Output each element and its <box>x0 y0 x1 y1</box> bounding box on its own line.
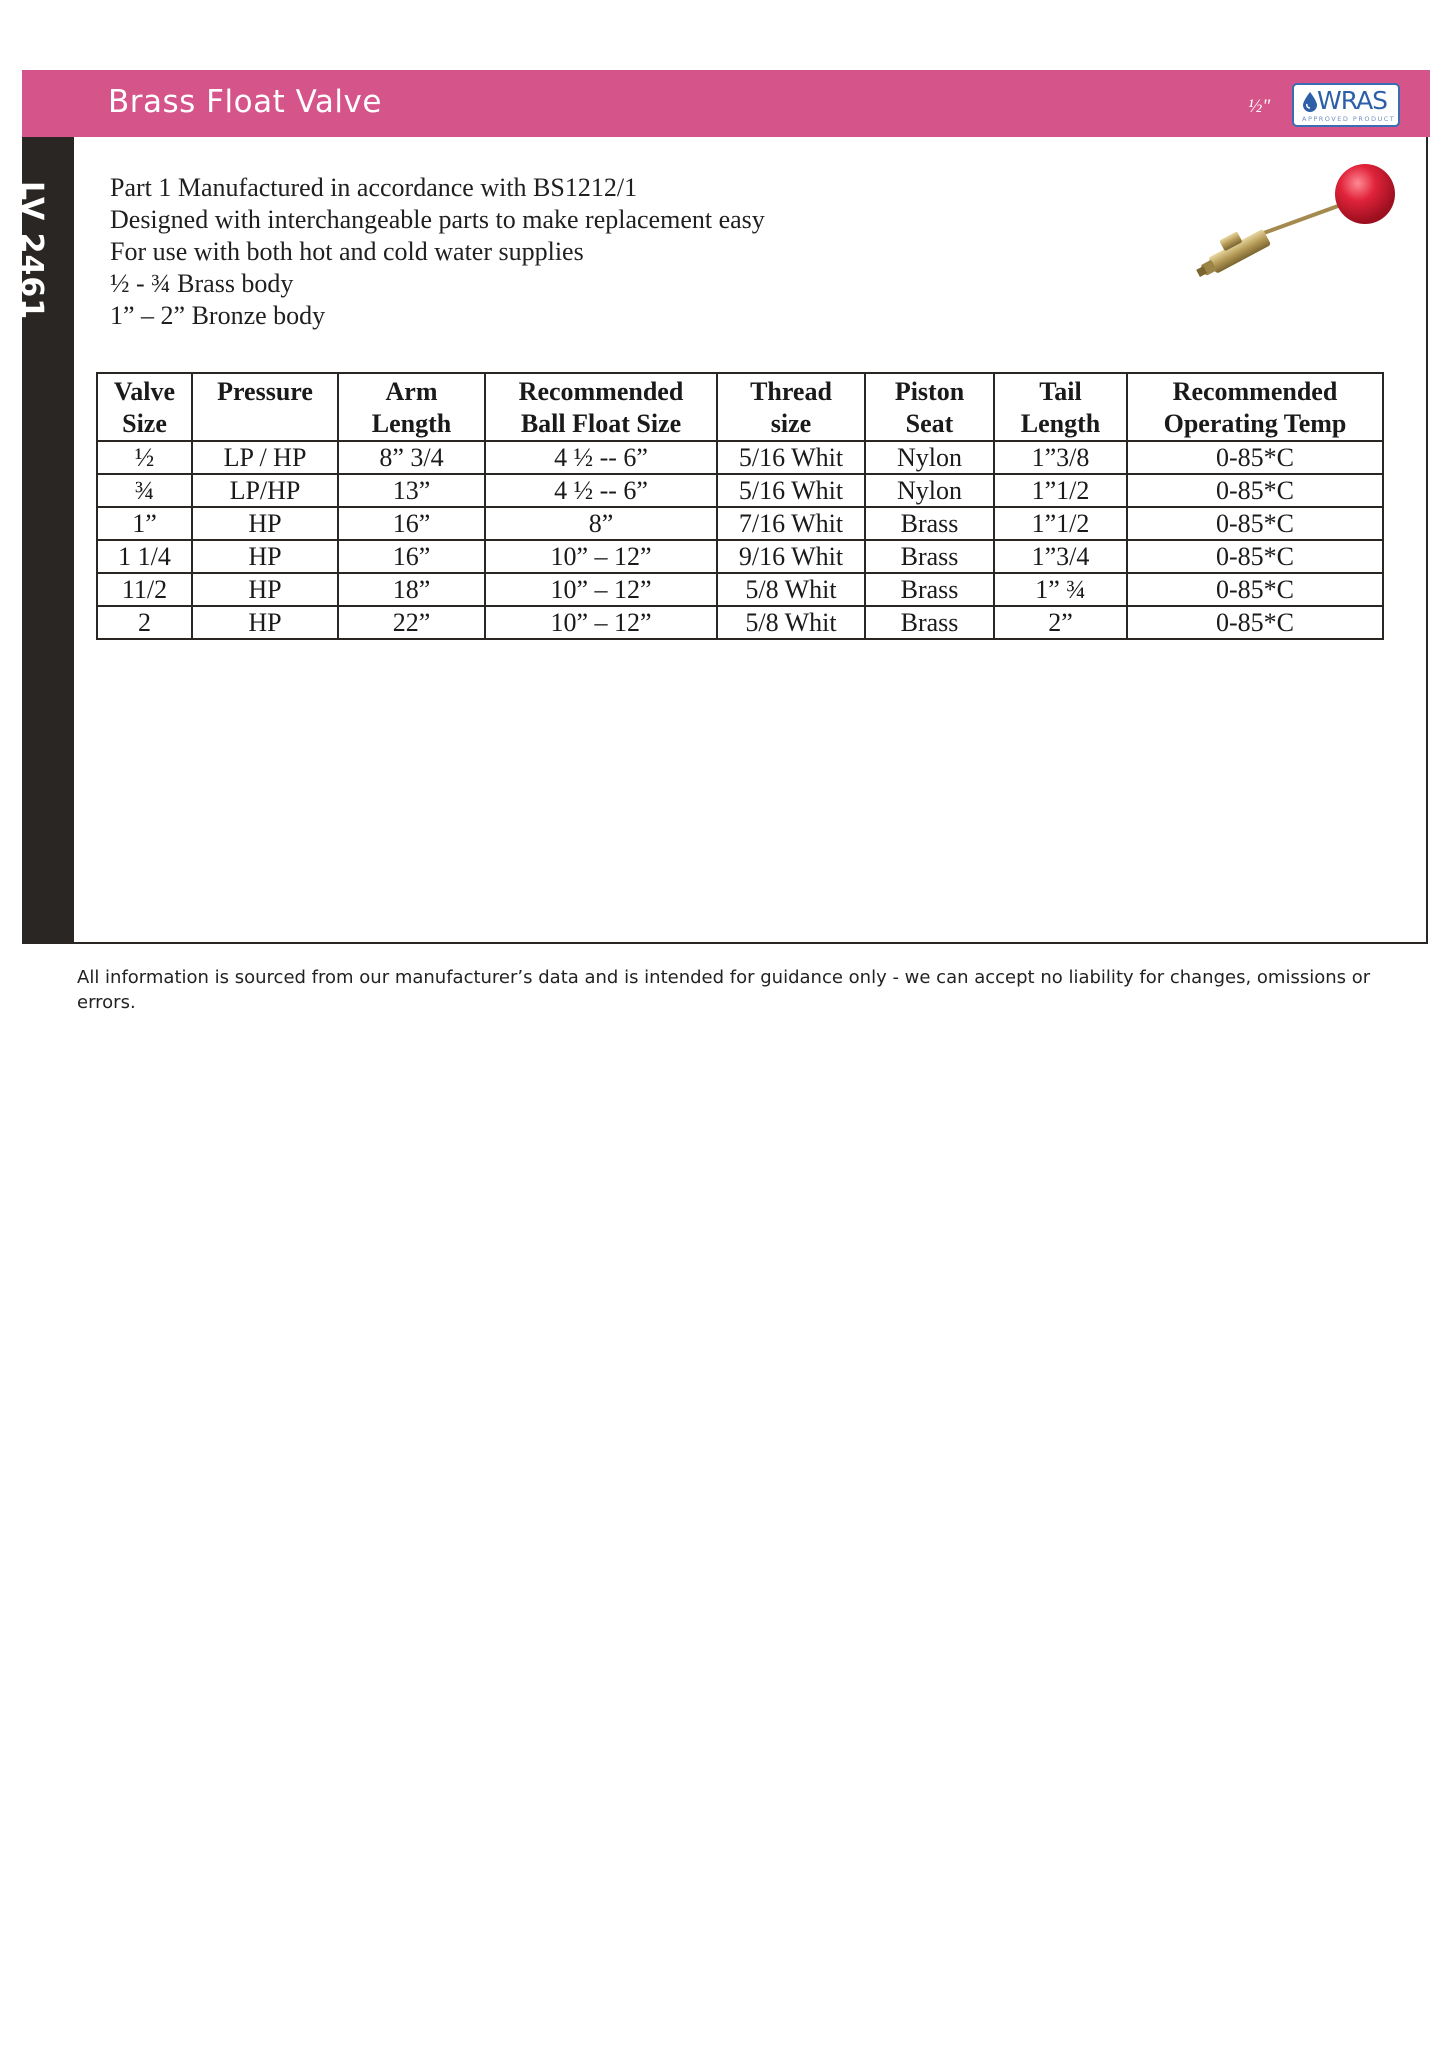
table-cell: HP <box>192 540 338 573</box>
feature-item: ½ - ¾ Brass body <box>110 269 294 298</box>
table-cell: 9/16 Whit <box>717 540 865 573</box>
table-cell: 18” <box>338 573 485 606</box>
table-cell: 13” <box>338 474 485 507</box>
table-cell: 1” ¾ <box>994 573 1127 606</box>
table-cell: 5/8 Whit <box>717 606 865 639</box>
feature-item: For use with both hot and cold water supplies <box>110 237 584 266</box>
table-cell: LP / HP <box>192 441 338 474</box>
feature-list <box>110 172 765 332</box>
table-cell: 10” – 12” <box>485 606 717 639</box>
table-cell: 4 ½ -- 6” <box>485 474 717 507</box>
table-cell: 4 ½ -- 6” <box>485 441 717 474</box>
table-cell: 0-85*C <box>1127 507 1383 540</box>
wras-approved-text: APPROVED PRODUCT <box>1302 115 1396 123</box>
table-row <box>97 507 1383 540</box>
table-cell: 10” – 12” <box>485 540 717 573</box>
table-cell: Brass <box>865 507 994 540</box>
table-cell: 5/16 Whit <box>717 474 865 507</box>
table-cell: LP/HP <box>192 474 338 507</box>
table-cell: HP <box>192 606 338 639</box>
table-cell: ½ <box>97 441 192 474</box>
table-cell: Brass <box>865 606 994 639</box>
header-ball-float-size: Recommended Ball Float Size <box>485 373 717 441</box>
wras-badge <box>1292 83 1400 127</box>
header-pressure: Pressure <box>192 373 338 441</box>
table-cell: 1”1/2 <box>994 474 1127 507</box>
table-row <box>97 441 1383 474</box>
table-row <box>97 474 1383 507</box>
feature-item: Designed with interchangeable parts to make replacement easy <box>110 205 765 234</box>
table-row <box>97 606 1383 639</box>
wras-logo-text: WRAS <box>1317 86 1388 115</box>
table-cell: 1”3/4 <box>994 540 1127 573</box>
table-cell: Nylon <box>865 441 994 474</box>
spec-table <box>96 372 1384 640</box>
header-tail-length: Tail Length <box>994 373 1127 441</box>
table-cell: 0-85*C <box>1127 606 1383 639</box>
table-cell: 2” <box>994 606 1127 639</box>
header-bar <box>22 70 1430 137</box>
table-cell: 8” <box>485 507 717 540</box>
table-cell: HP <box>192 573 338 606</box>
float-valve-image <box>1190 160 1410 300</box>
table-cell: ¾ <box>97 474 192 507</box>
table-cell: 22” <box>338 606 485 639</box>
table-cell: 10” – 12” <box>485 573 717 606</box>
table-cell: Brass <box>865 540 994 573</box>
page-title: Brass Float Valve <box>108 84 382 120</box>
product-code: LV 2461 <box>14 181 49 321</box>
header-valve-size: Valve Size <box>97 373 192 441</box>
table-cell: 1”1/2 <box>994 507 1127 540</box>
table-cell: 0-85*C <box>1127 540 1383 573</box>
table-cell: 16” <box>338 540 485 573</box>
table-cell: Brass <box>865 573 994 606</box>
table-header-row <box>97 373 1383 441</box>
disclaimer-text: All information is sourced from our manufacturer’s data and is intended for guidance only - we can accept no liability for changes, omissions or errors. <box>77 967 1371 1013</box>
table-row <box>97 540 1383 573</box>
table-cell: 2 <box>97 606 192 639</box>
table-cell: 0-85*C <box>1127 573 1383 606</box>
table-cell: 5/16 Whit <box>717 441 865 474</box>
header-operating-temp: Recommended Operating Temp <box>1127 373 1383 441</box>
table-row <box>97 573 1383 606</box>
table-cell: 16” <box>338 507 485 540</box>
table-cell: 11/2 <box>97 573 192 606</box>
sidebar-strip <box>14 137 74 944</box>
table-cell: 0-85*C <box>1127 474 1383 507</box>
table-cell: 8” 3/4 <box>338 441 485 474</box>
table-cell: 1 1/4 <box>97 540 192 573</box>
header-arm-length: Arm Length <box>338 373 485 441</box>
feature-item: 1” – 2” Bronze body <box>110 301 326 330</box>
feature-item: Part 1 Manufactured in accordance with BS1212/1 <box>110 173 638 202</box>
table-cell: 5/8 Whit <box>717 573 865 606</box>
table-cell: 1” <box>97 507 192 540</box>
table-cell: 1”3/8 <box>994 441 1127 474</box>
table-cell: HP <box>192 507 338 540</box>
table-cell: 7/16 Whit <box>717 507 865 540</box>
size-label: ½" <box>1248 96 1271 117</box>
table-cell: Nylon <box>865 474 994 507</box>
header-thread-size: Thread size <box>717 373 865 441</box>
table-cell: 0-85*C <box>1127 441 1383 474</box>
header-piston-seat: Piston Seat <box>865 373 994 441</box>
